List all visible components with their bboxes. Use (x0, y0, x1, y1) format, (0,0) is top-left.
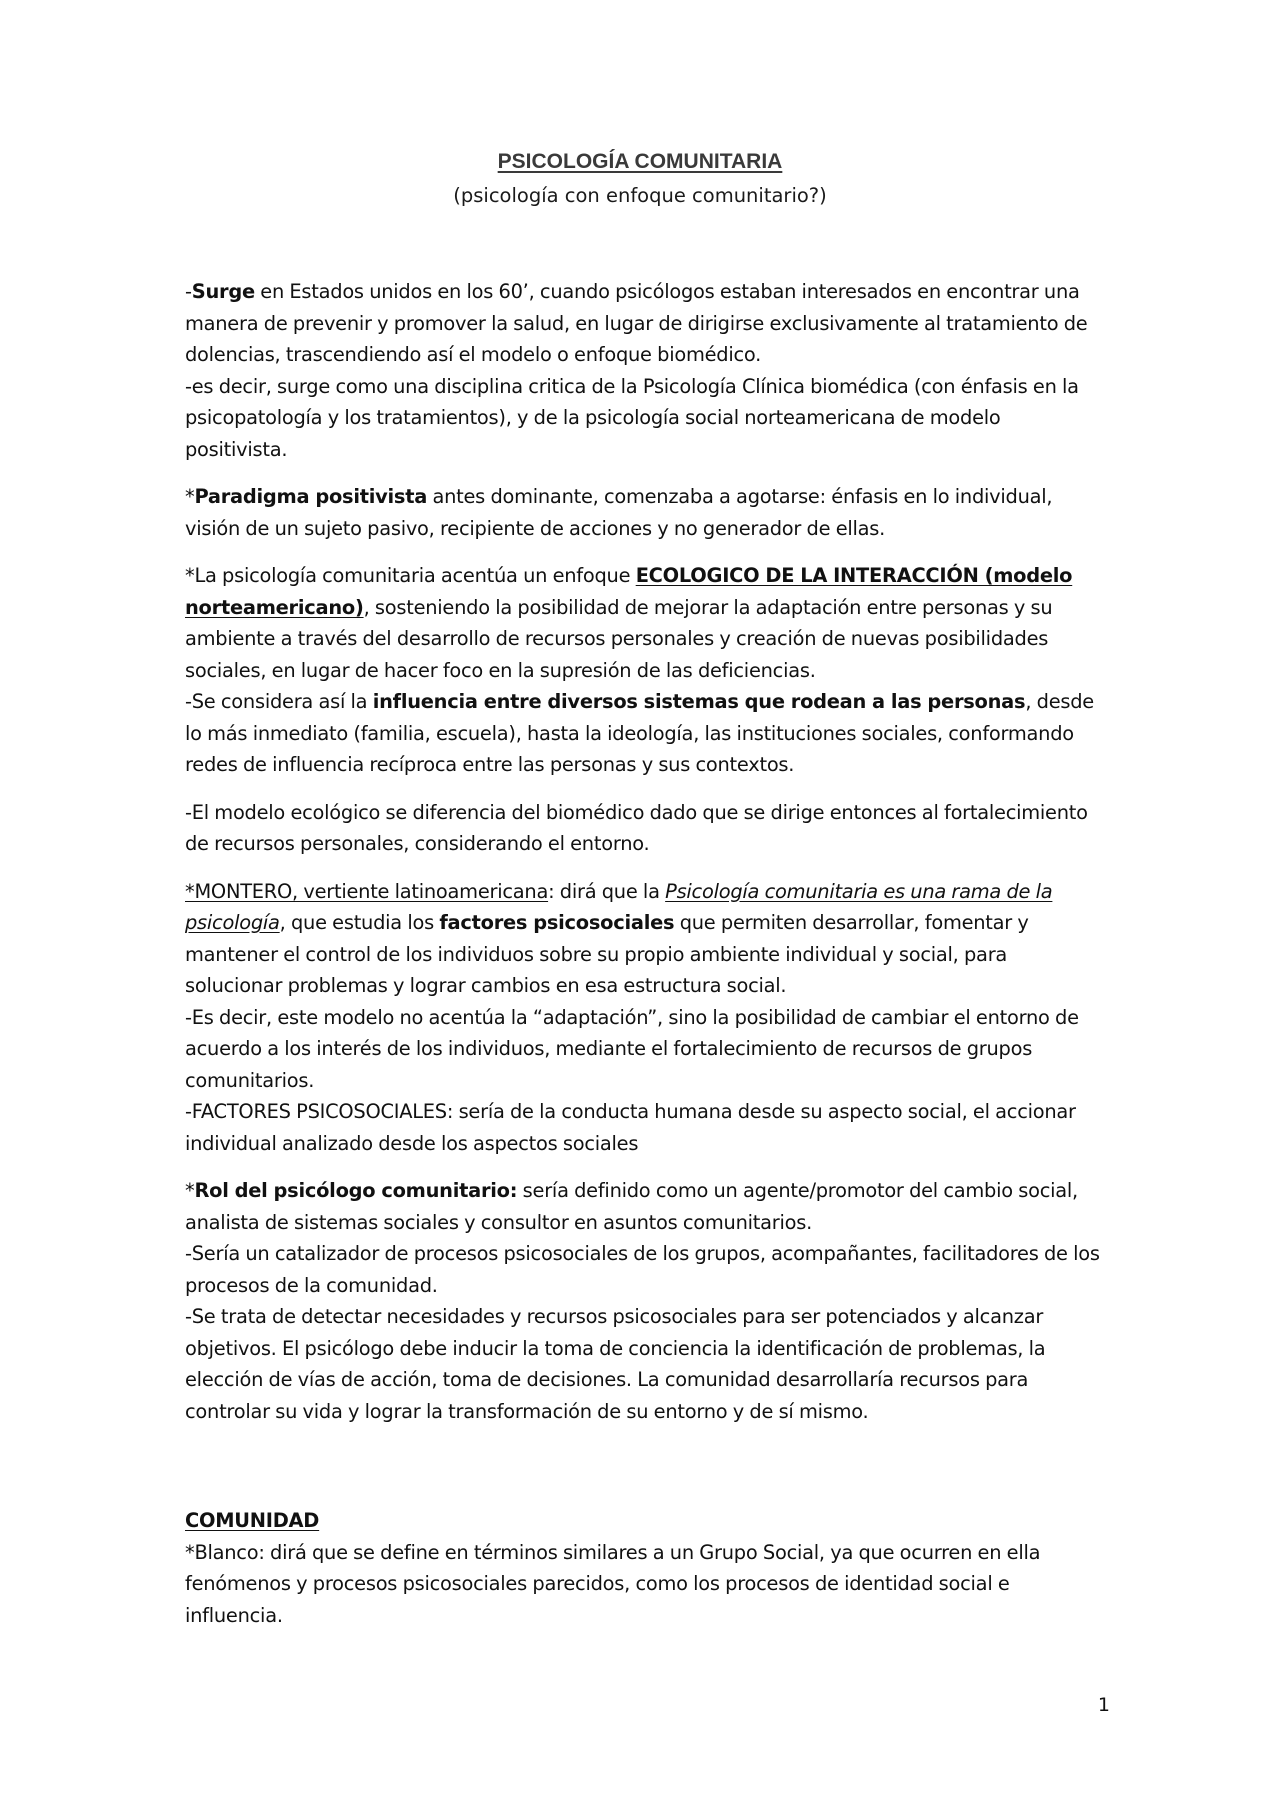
paragraph-disciplina-critica: -es decir, surge como una disciplina critica de la Psicología Clínica biomédica (con énfasis en la psicopatología y los tratamientos), y de la psicología social norteamericana de modelo positivista. (185, 374, 1079, 461)
text-run: , que estudia los (279, 911, 440, 934)
bold-term-surge: Surge (191, 280, 255, 303)
paragraph-blanco: *Blanco: dirá que se define en términos similares a un Grupo Social, ya que ocurren en ella fenómenos y procesos psicosociales parecidos, como los procesos de identidad social e influencia. (185, 1540, 1041, 1627)
text-run: sería definido como un agente/promotor del cambio social, analista de sistemas sociales y consultor en asuntos comunitarios. (185, 1179, 1078, 1234)
paragraph-modelo-ecologico: -El modelo ecológico se diferencia del biomédico dado que se dirige entonces al fortalecimiento de recursos personales, considerando el entorno. (185, 800, 1088, 855)
text-run: * (185, 485, 195, 508)
bold-term-influencia: influencia entre diversos sistemas que rodean a las personas (372, 690, 1026, 713)
bold-term-factores: factores psicosociales (439, 911, 675, 934)
text-run: antes dominante, comenzaba a agotarse: énfasis en lo individual, visión de un sujeto pasivo, recipiente de acciones y no generador de ellas. (185, 485, 1053, 540)
text-run: * (185, 1179, 195, 1202)
underlined-term-montero: *MONTERO, vertiente latinoamericana (185, 879, 549, 903)
text-run: -Se considera así la (185, 690, 373, 713)
paragraph-paradigma-positivista (185, 481, 1105, 544)
paragraph-necesidades: -Se trata de detectar necesidades y recursos psicosociales para ser potenciados y alcanzar objetivos. El psicólogo debe inducir la toma de conciencia la identificación de problemas, la elección de vías de acción, toma de decisiones. La comunidad desarrollaría recursos para controlar su vida y lograr la transformación de su entorno y de sí mismo. (185, 1305, 1046, 1423)
paragraph-rol-psicologo (185, 1175, 1105, 1238)
section-heading-comunidad: COMUNIDAD (185, 1509, 320, 1532)
bold-term-rol: Rol del psicólogo comunitario: (194, 1179, 518, 1202)
text-run: , desde lo más inmediato (familia, escuela), hasta la ideología, las instituciones sociales, conformando redes de influencia recíproca entre las personas y sus contextos. (185, 690, 1094, 776)
text-run: que permiten desarrollar, fomentar y mantener el control de los individuos sobre su propio ambiente individual y social, para solucionar problemas y lograr cambios en esa estructura social. (185, 911, 1029, 997)
bold-term-paradigma: Paradigma positivista (194, 485, 428, 508)
text-run: - (185, 280, 192, 303)
text-run: : dirá que la (548, 879, 666, 903)
paragraph-factores-psicosociales: -FACTORES PSICOSOCIALES: sería de la conducta humana desde su aspecto social, el accionar individual analizado desde los aspectos sociales (185, 1100, 1076, 1155)
italic-underlined-definition: Psicología comunitaria es una rama de la psicología (185, 879, 1053, 934)
document-body (185, 276, 1105, 1631)
paragraph-surge (185, 276, 1105, 371)
page-number: 1 (1097, 1694, 1110, 1716)
document-subtitle: (psicología con enfoque comunitario?) (453, 184, 827, 207)
text-run: en Estados unidos en los 60’, cuando psicólogos estaban interesados en encontrar una manera de prevenir y promover la salud, en lugar de dirigirse exclusivamente al tratamiento de dolencias, trascendiendo así el modelo o enfoque biomédico. (185, 280, 1088, 366)
paragraph-montero (185, 876, 1105, 1002)
document-title: PSICOLOGÍA COMUNITARIA (497, 150, 783, 173)
paragraph-enfoque-ecologico (185, 560, 1105, 686)
bold-underlined-term-ecologico: ECOLOGICO DE LA INTERACCIÓN (modelo norteamericano) (185, 564, 1073, 619)
text-run: , sosteniendo la posibilidad de mejorar la adaptación entre personas y su ambiente a través del desarrollo de recursos personales y creación de nuevas posibilidades sociales, en lugar de hacer foco en la supresión de las deficiencias. (185, 595, 1053, 682)
paragraph-influencia-sistemas (185, 686, 1105, 781)
text-run: *La psicología comunitaria acentúa un enfoque (185, 564, 636, 587)
paragraph-adaptacion: -Es decir, este modelo no acentúa la “adaptación”, sino la posibilidad de cambiar el entorno de acuerdo a los interés de los individuos, mediante el fortalecimiento de recursos de grupos comunitarios. (185, 1005, 1079, 1092)
paragraph-catalizador: -Sería un catalizador de procesos psicosociales de los grupos, acompañantes, facilitadores de los procesos de la comunidad. (185, 1242, 1100, 1297)
